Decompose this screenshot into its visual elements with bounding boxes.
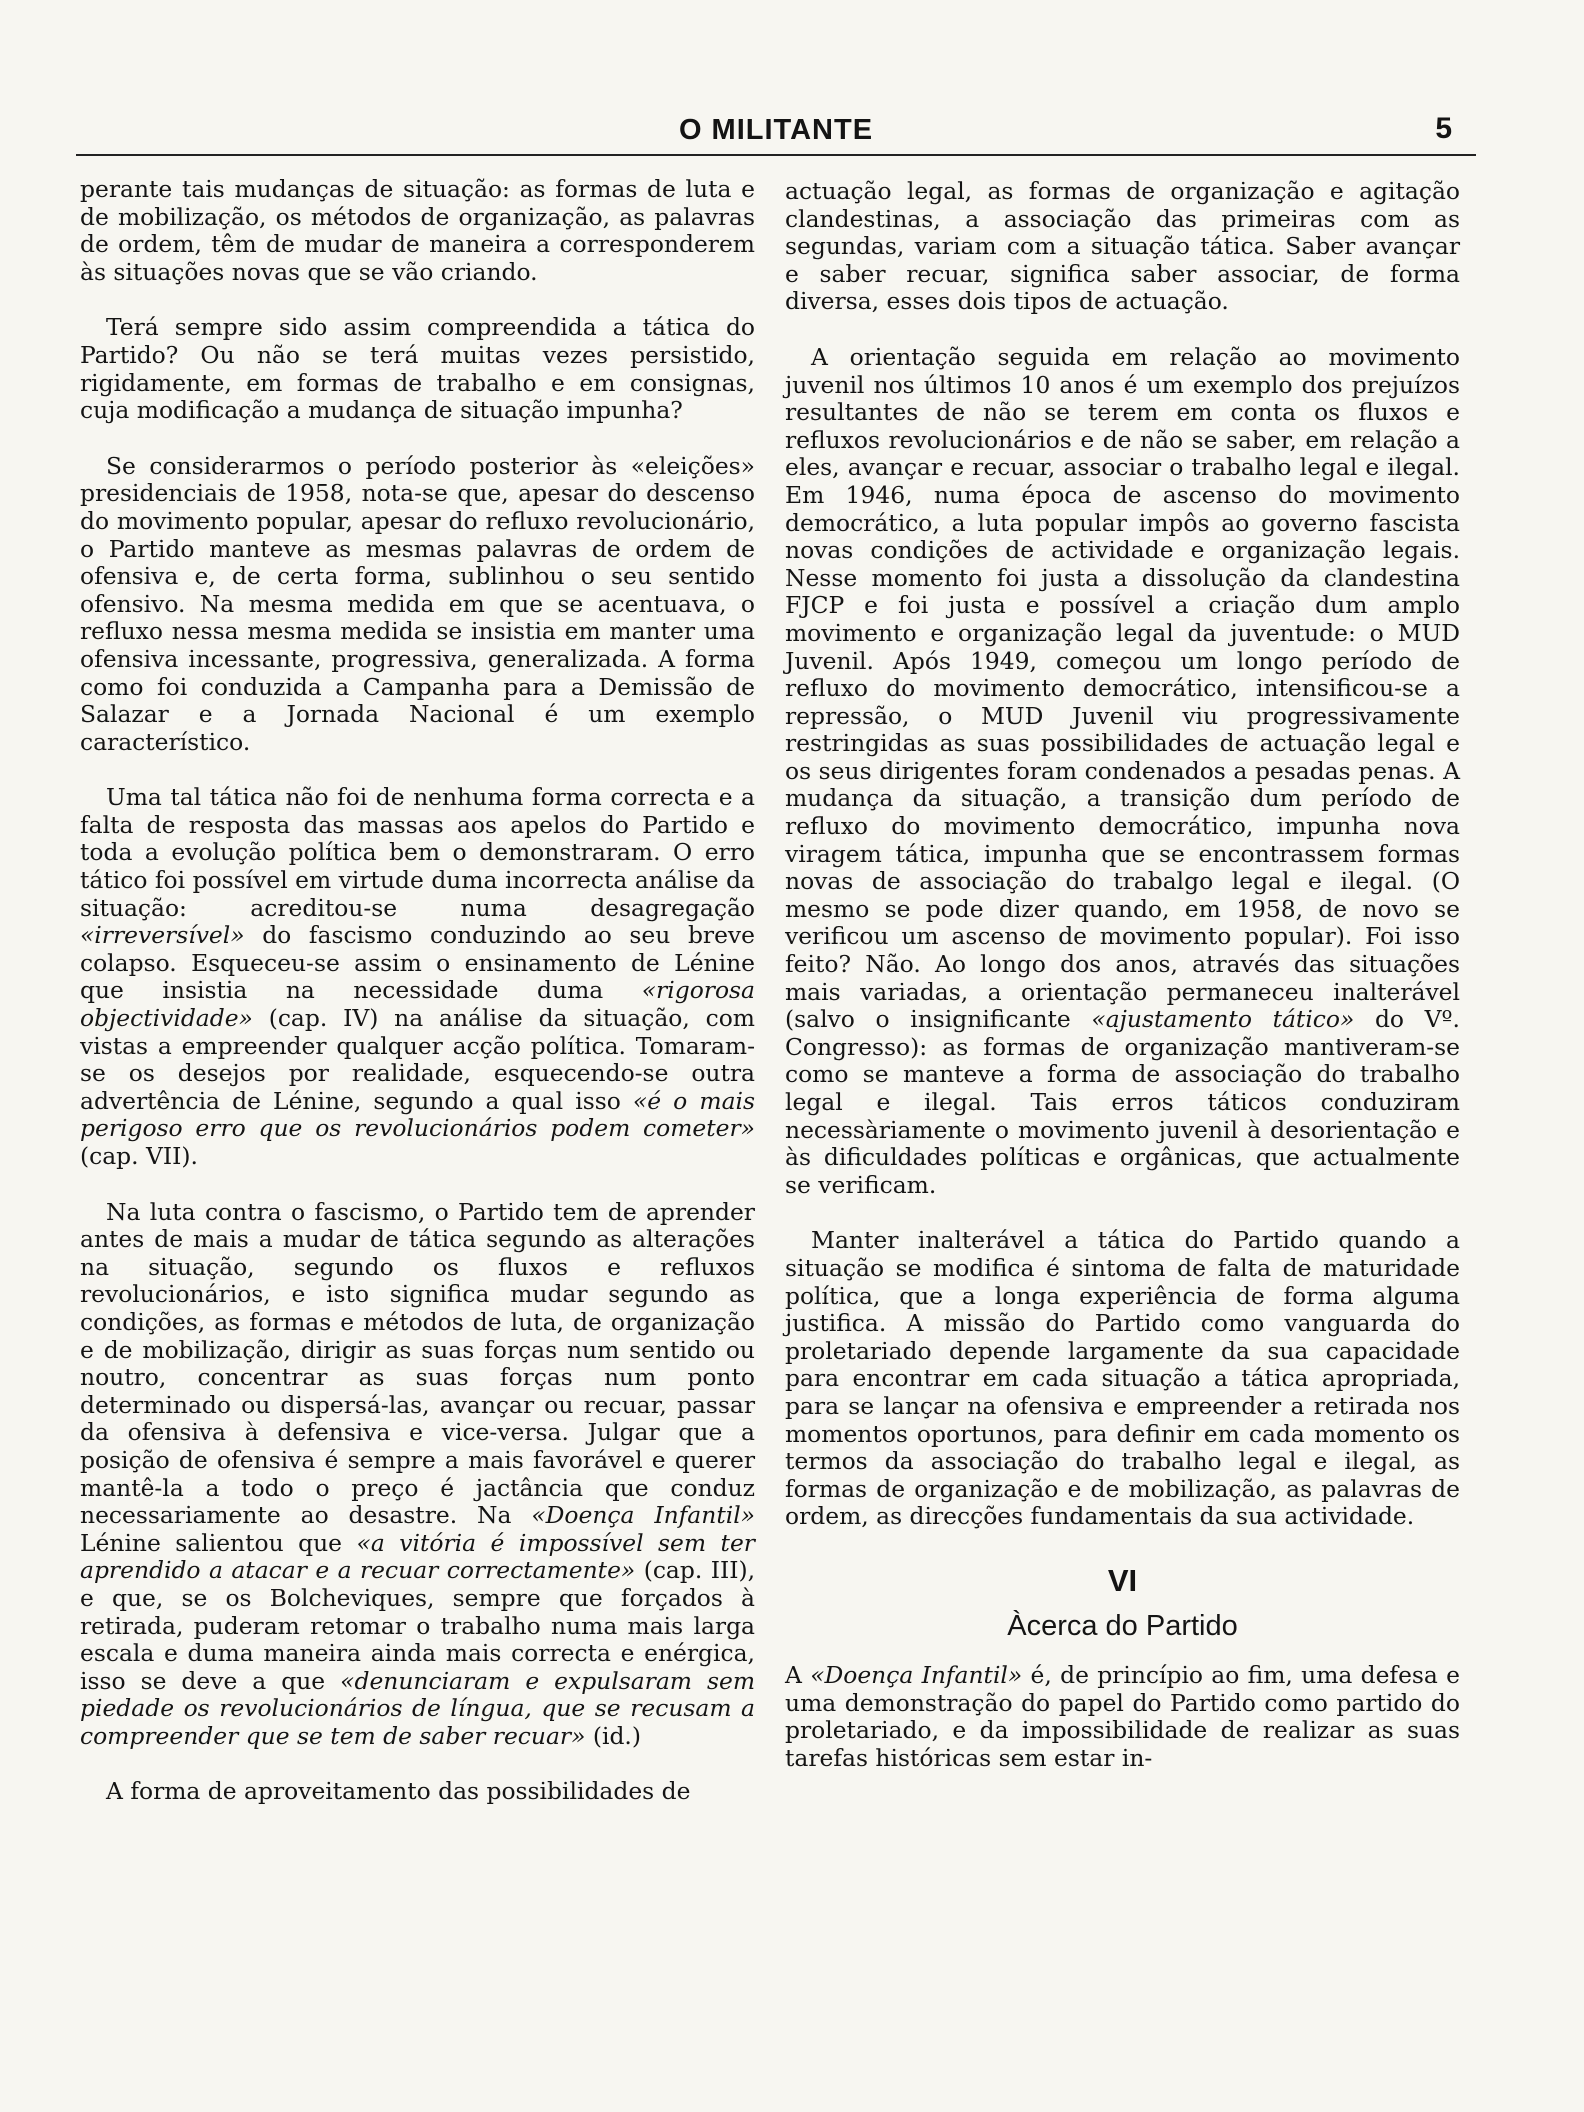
quote-doenca-infantil-title: «Doença Infantil»: [810, 1661, 1023, 1690]
quote-ajustamento-tatico: «ajustamento tático»: [1091, 1005, 1355, 1034]
text-run: (cap. III), e que, se os Bolcheviques, sempre que forçados à retirada, puderam retomar o trabalho numa mais larga escala e duma maneira ainda mais correcta e enérgica, isso se deve a que: [80, 1556, 756, 1695]
section-title: Àcerca do Partido: [1007, 1609, 1238, 1642]
paragraph-question: Terá sempre sido assim compreendida a tática do Partido? Ou não se terá muitas vezes persistido, rigidamente, em formas de trabalho e em consignas, cuja modificação a mudança de situação impunha?: [80, 313, 755, 425]
right-column: [785, 178, 1460, 1772]
text-run: (cap. IV) na análise da situação, com vistas a empreender qualquer acção política. Tomaram-se os desejos por realidade, esquecendo-se outra advertência de Lénine, segundo a qual isso: [80, 1004, 755, 1115]
text-run: A orientação seguida em relação ao movimento juvenil nos últimos 10 anos é um exemplo dos prejuízos resultantes de não se terem em conta os fluxos e refluxos revolucionários e de não se saber, em relação a eles, avançar e recuar, associar o trabalho legal e ilegal. Em 1946, numa época de ascenso do movimento democrático, a luta popular impôs ao governo fascista novas condições de actividade e organização legais. Nesse momento foi justa a dissolução da clandestina FJCP e foi justa e possível a criação dum amplo movimento e organização legal da juventude: o MUD Juvenil. Após 1949, começou um longo período de refluxo do movimento democrático, intensificou-se a repressão, o MUD Juvenil viu progressivamente restringidas as suas possibilidades de actuação legal e os seus dirigentes foram condenados a pesadas penas. A mudança da situação, a transição dum período de refluxo do movimento democrático, impunha nova viragem tática, impunha que se encontrassem formas novas de associação do trabalgo legal e ilegal. (O mesmo se pode dizer quando, em 1958, de novo se verificou um ascenso de movimento popular). Foi isso feito? Não. Ao longo dos anos, através das situações mais variadas, a orientação permaneceu inalterável (salvo o insignificante: [785, 342, 1460, 1034]
page-header: [76, 110, 1476, 158]
quote-irreversivel: «irreversível»: [80, 921, 245, 950]
section-number: VI: [1107, 1562, 1138, 1598]
text-run: do Vº. Congresso): as formas de organização mantiveram-se como se manteve a forma de associação do trabalho legal e ilegal. Tais erros táticos conduziram necessàriamente o movimento juvenil à desorientação e às dificuldades políticas e orgânicas, que actualmente se verificam.: [785, 1005, 1460, 1199]
paragraph-manter-inalteravel: Manter inalterável a tática do Partido quando a situação se modifica é sintoma de falta de maturidade política, que a longa experiência de forma alguma justifica. A missão do Partido como vanguarda do proletariado depende largamente da sua capacidade para encontrar em cada situação a tática apropriada, para se lançar na ofensiva e empreender a retirada nos momentos oportunos, para definir em cada momento os termos da associação do trabalho legal e ilegal, as formas de organização e de mobilização, as palavras de ordem, as direcções fundamentais da sua actividade.: [785, 1226, 1460, 1531]
text-run: do fascismo conduzindo ao seu breve colapso. Esqueceu-se assim o ensinamento de Lénine que insistia na necessidade duma: [80, 921, 755, 1005]
paragraph-doenca-infantil: [785, 1662, 1460, 1772]
paragraph-aproveitamento: A forma de aproveitamento das possibilidades de: [106, 1777, 691, 1806]
text-run: (cap. VII).: [80, 1142, 198, 1170]
publication-title: O MILITANTE: [678, 114, 874, 146]
quote-doenca-infantil: «Doença Infantil»: [531, 1501, 755, 1530]
header-rule: [76, 154, 1476, 156]
paragraph-fight-fascism: [80, 1199, 755, 1751]
quote-denunciaram: «denunciaram e expulsaram sem piedade os revolucionários de língua, que se recusam a compreender que se tem de saber recuar»: [80, 1666, 756, 1750]
quote-vitoria: «a vitória é impossível sem ter aprendido a atacar e a recuar correctamente»: [80, 1528, 755, 1585]
text-run: A: [785, 1661, 811, 1690]
paragraph-continuation: perante tais mudanças de situação: as formas de luta e de mobilização, os métodos de organização, as palavras de ordem, têm de mudar de maneira a corresponderem às situações novas que se vão criando.: [80, 175, 755, 286]
text-run: é, de princípio ao fim, uma defesa e uma demonstração do papel do Partido como partido do proletariado, e da impossibilidade de realizar as suas tarefas históricas sem estar in-: [785, 1661, 1461, 1772]
paragraph-movimento-juvenil: [785, 344, 1460, 1199]
text-run: (id.): [585, 1721, 641, 1750]
left-column: [80, 176, 755, 1806]
paragraph-elections: Se considerarmos o período posterior às «eleições» presidenciais de 1958, nota-se que, apesar do descenso do movimento popular, apesar do refluxo revolucionário, o Partido manteve as mesmas palavras de ordem de ofensiva e, de certa forma, sublinhou o seu sentido ofensivo. Na mesma medida em que se acentuava, o refluxo nessa mesma medida se insistia em manter uma ofensiva incessante, progressiva, generalizada. A forma como foi conduzida a Campanha para a Demissão de Salazar e a Jornada Nacional é um exemplo característico.: [80, 451, 755, 756]
text-run: Lénine salientou que: [80, 1528, 357, 1557]
text-run: Uma tal tática não foi de nenhuma forma correcta e a falta de resposta das massas aos apelos do Partido e toda a evolução política bem o demonstraram. O erro tático foi possível em virtude duma incorrecta análise da situação: acreditou-se numa desagregação: [80, 783, 755, 922]
paragraph-tactic-error: [80, 784, 755, 1170]
paragraph-actuacao-legal: actuação legal, as formas de organização e agitação clandestinas, a associação das primeiras com as segundas, variam com a situação tática. Saber avançar e saber recuar, significa saber associar, de forma diversa, esses dois tipos de actuação.: [785, 177, 1460, 316]
page-number: 5: [1435, 112, 1452, 145]
quote-perigoso-erro: «é o mais perigoso erro que os revolucionários podem cometer»: [80, 1086, 755, 1143]
text-run: Na luta contra o fascismo, o Partido tem de aprender antes de mais a mudar de tática segundo as alterações na situação, segundo os fluxos e refluxos revolucionários, e isto significa mudar segundo as condições, as formas e métodos de luta, de organização e de mobilização, dirigir as suas forças num sentido ou noutro, concentrar as suas forças num ponto determinado ou dispersá-las, avançar ou recuar, passar da ofensiva à defensiva e vice-versa. Julgar que a posição de ofensiva é sempre a mais favorável e querer mantê-la a todo o preço é jactância que conduz necessariamente ao desastre. Na: [80, 1197, 755, 1530]
quote-objectividade: «rigorosa objectividade»: [80, 976, 755, 1033]
